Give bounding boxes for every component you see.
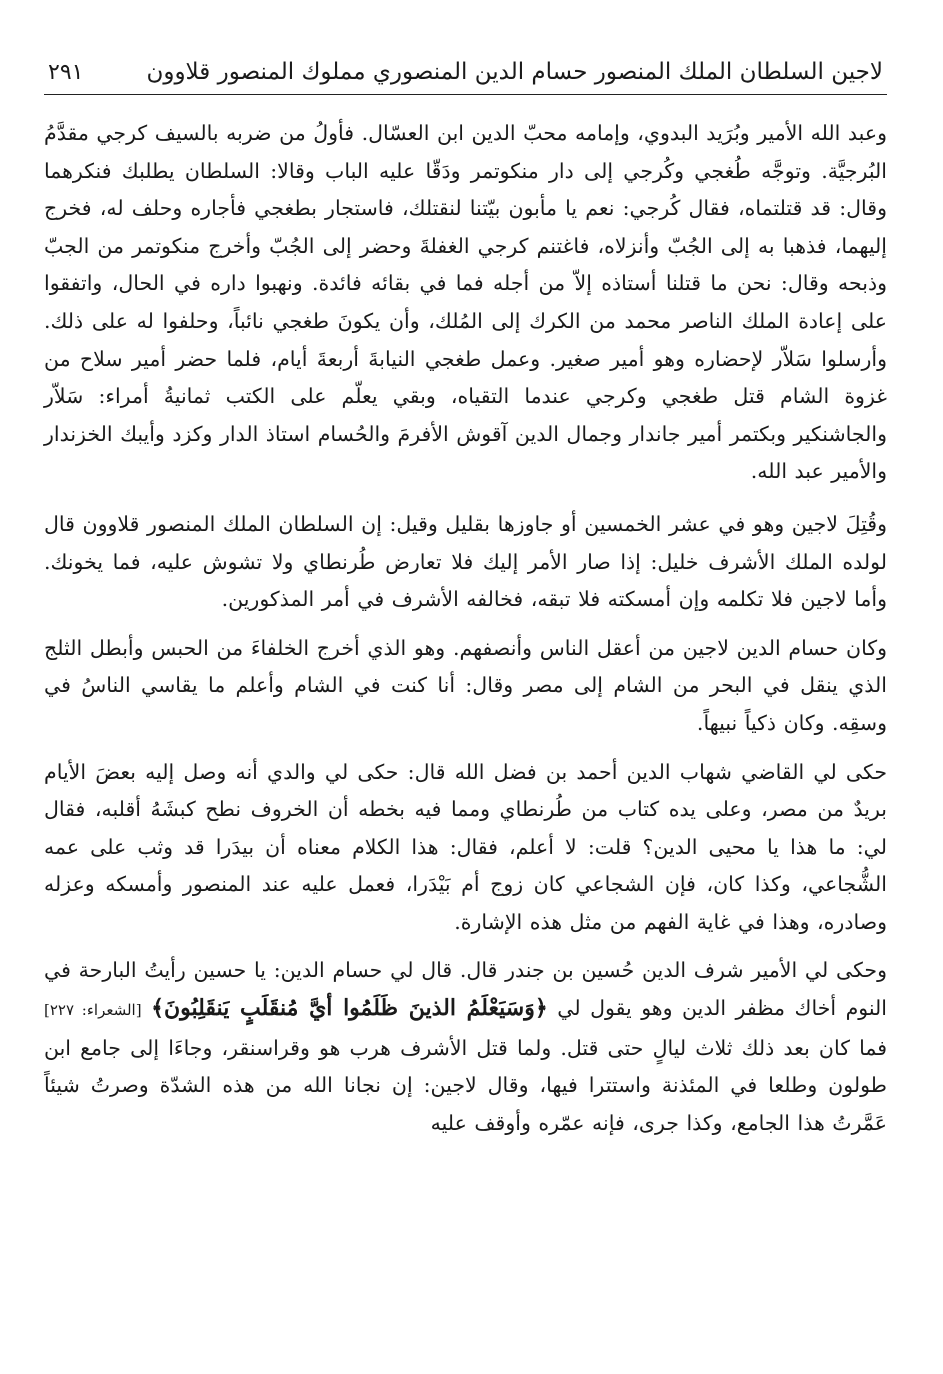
paragraph-5 (44, 952, 887, 1142)
running-header (44, 50, 887, 95)
paragraph-2: وقُتِلَ لاجين وهو في عشر الخمسين أو جاوزها بقليل وقيل: إن السلطان الملك المنصور قلاوون قال لولده الملك الأشرف خليل: إذا صار الأمر إليك فلا تعارض طُرنطاي ولا تشوش عليه، فما يخونك. وأما لاجين فلا تكلمه وإن أمسكته فلا تبقه، فخالفه الأشرف في أمر المذكورين. (44, 511, 887, 612)
header-title: لاجين السلطان الملك المنصور حسام الدين المنصوري مملوك المنصور قلاوون (146, 59, 883, 85)
quran-citation: [الشعراء: ٢٢٧] (44, 1001, 142, 1020)
quran-verse: ﴿وَسَيَعْلَمُ الذينَ ظَلَمُوا أيَّ مُنقَلَبٍ يَنقَلِبُونَ﴾ (151, 995, 548, 1022)
page-body (44, 115, 887, 1142)
paragraph-5-text-end: فما كان بعد ذلك ثلاث ليالٍ حتى قتل. ولما قتل الأشرف هرب هو وقراسنقر، وجاءَا إلى جامع ابن طولون وطلعا في المئذنة واستترا فيها، وقال لاجين: إن نجانا الله من هذه الشدّة وصرتُ شيئاً عَمَّرتُ هذا الجامع، وكذا جرى، فإنه عمّره وأوقف عليه (44, 1035, 887, 1135)
paragraph-1: وعبد الله الأمير وبُرَيد البدوي، وإمامه محبّ الدين ابن العسّال. فأولُ من ضربه بالسيف كرجي مقدَّمُ البُرجيَّة. وتوجَّه طُغجي وكُرجي إلى دار منكوتمر ودَقّا عليه الباب وقالا: السلطان يطلبك فنكرهما وقال: قد قتلتماه، فقال كُرجي: نعم يا مأبون بيّتنا لنقتلك، فاستجار بطغجي فأجاره وحلف له، فخرج إليهما، فذهبا به إلى الجُبّ وأنزلاه، فاغتنم كرجي الغفلةَ وحضر إلى الجُبّ وأخرج منكوتمر من الجبّ وذبحه وقال: نحن ما قتلنا أستاذه إلاّ من أجله فما في بقائه فائدة. ونهبوا داره في الحال، واتفقوا على إعادة الملك الناصر محمد من الكرك إلى المُلك، وأن يكونَ طغجي نائباً، وحلفوا له على ذلك. وأرسلوا سَلاّر لإحضاره وهو أمير صغير. وعمل طغجي النيابةَ أربعةَ أيام، فلما حضر أمير سلاح من غزوة الشام قتل طغجي وكرجي عندما التقياه، وبقي يعلّم على الكتب ثمانيةُ أمراء: سَلاّر والجاشنكير وبكتمر أمير جاندار وجمال الدين آقوش الأفرمَ والحُسام استاذ الدار وكزد وأيبك الخزندار والأمير عبد الله. (44, 121, 887, 484)
paragraph-3: وكان حسام الدين لاجين من أعقل الناس وأنصفهم. وهو الذي أخرج الخلفاءَ من الحبس وأبطل الثلج الذي ينقل في البحر من الشام إلى مصر وقال: أنا كنت في الشام وأعلم ما يقاسي الناسُ في وسقِه. وكان ذكياً نبيهاً. (44, 635, 887, 735)
paragraph-4: حكى لي القاضي شهاب الدين أحمد بن فضل الله قال: حكى لي والدي أنه وصل إليه بعضَ الأيام بريدٌ من مصر، وعلى يده كتاب من طُرنطاي ومما فيه بخطه أن الخروف نطح كبشَهُ أقلبه، فقال لي: ما هذا يا محيى الدين؟ قلت: لا أعلم، فقال: هذا الكلام معناه أن بيدَرا قد وثب على عمه الشُّجاعي، وكذا كان، فإن الشجاعي كان زوج أم بَيْدَرا، فعمل عليه عند المنصور وأمسكه وعزله وصادره، وهذا في غاية الفهم من مثل هذه الإشارة. (44, 759, 887, 934)
paragraph-5-text-start: وحكى لي الأمير شرف الدين حُسين بن جندر قال. قال لي حسام الدين: يا حسين رأيتُ البارحة في النوم أخاك مظفر الدين وهو يقول لي (44, 958, 887, 1021)
book-page (44, 50, 887, 1142)
page-number: ٢٩١ (48, 60, 84, 85)
